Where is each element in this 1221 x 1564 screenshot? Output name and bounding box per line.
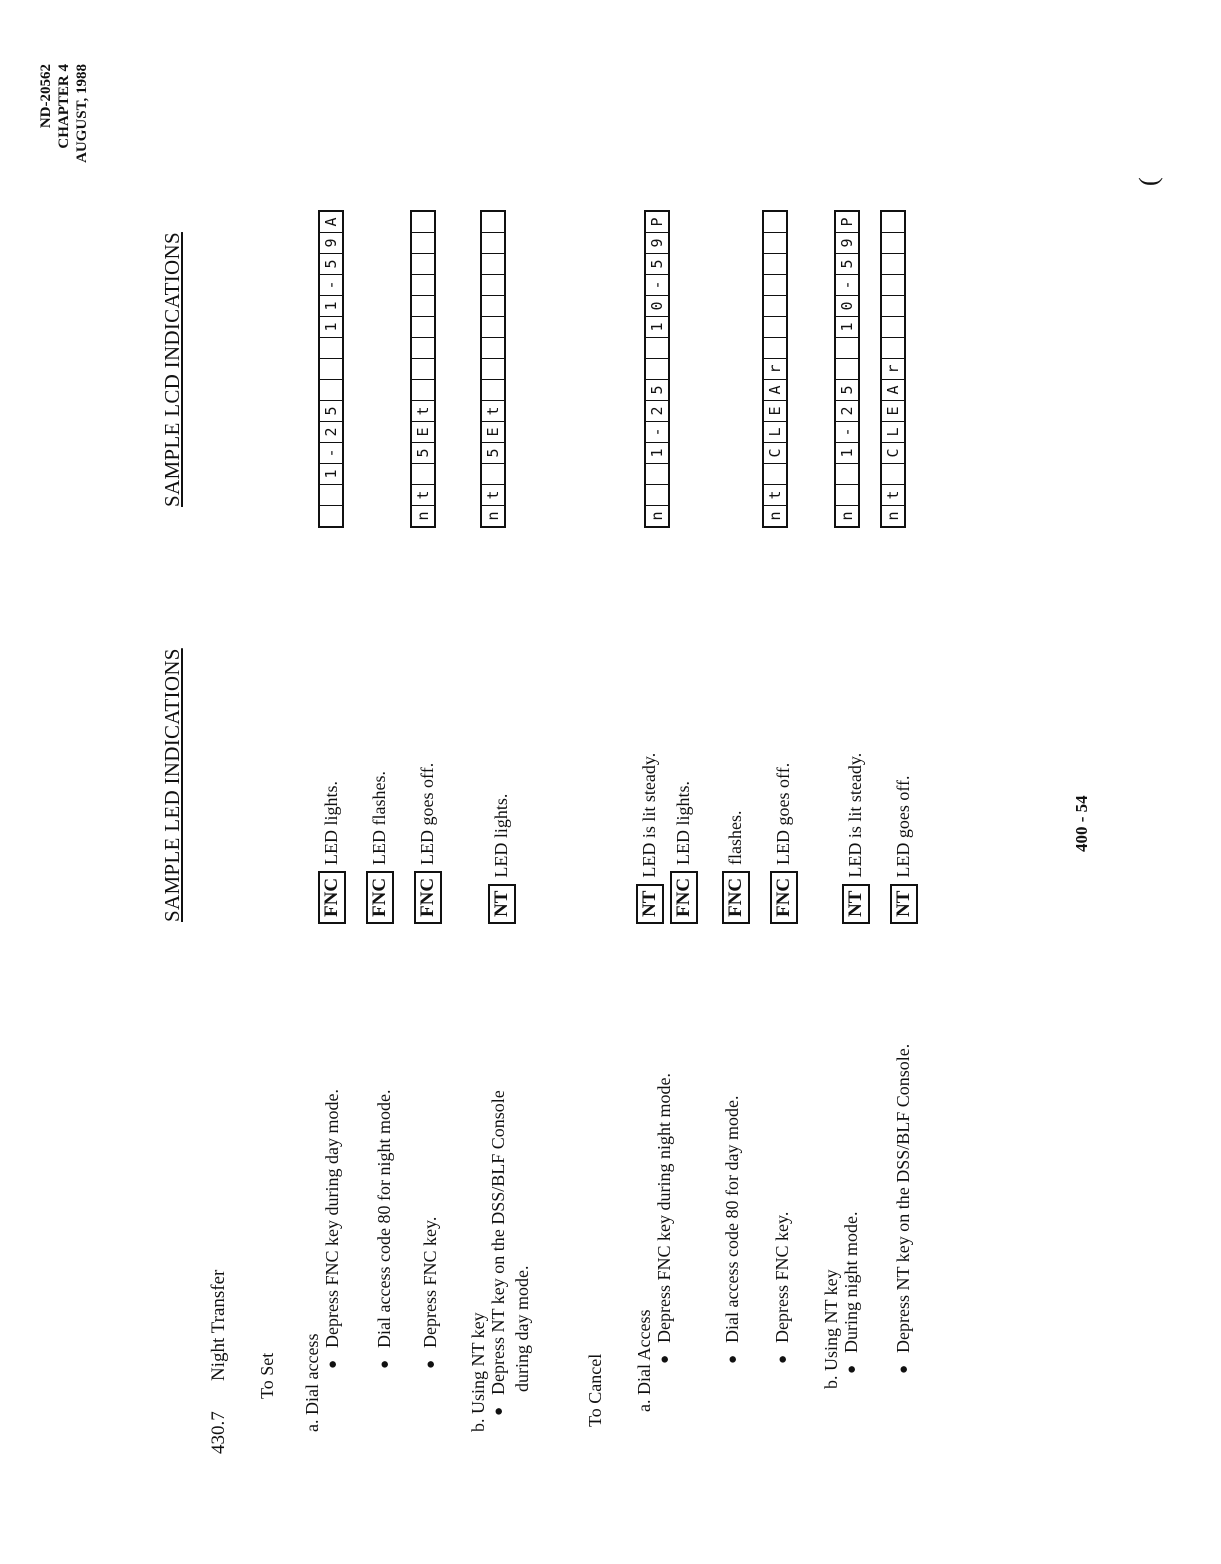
lcd-cell: E bbox=[412, 422, 434, 443]
lcd-cell: - bbox=[646, 422, 668, 443]
lcd-cell: 1 bbox=[836, 443, 858, 464]
lcd-cell bbox=[764, 275, 786, 296]
to-set-a-label: a. Dial access bbox=[302, 1333, 322, 1432]
lcd-cell: 1 bbox=[320, 464, 342, 485]
lcd-cell bbox=[482, 464, 504, 485]
lcd-cell: 9 bbox=[646, 233, 668, 254]
to-set-b-step1: ● Depress NT key on the DSS/BLF Console bbox=[488, 1090, 509, 1416]
lcd-cell bbox=[482, 233, 504, 254]
led-cancel-b1-text: LED is lit steady. bbox=[845, 752, 865, 878]
lcd-cell bbox=[646, 359, 668, 380]
fnc-key: FNC bbox=[366, 871, 394, 924]
lcd-cell bbox=[882, 338, 904, 359]
lcd-cell: t bbox=[412, 401, 434, 422]
lcd-cell bbox=[836, 338, 858, 359]
lcd-cell: n bbox=[484, 511, 502, 521]
lcd-cell bbox=[482, 296, 504, 317]
lcd-display-row bbox=[834, 210, 860, 528]
fnc-key: FNC bbox=[318, 871, 346, 924]
lcd-cell: n bbox=[884, 511, 902, 521]
lcd-cell bbox=[836, 464, 858, 485]
led-cancel-b2 bbox=[890, 775, 918, 924]
lcd-cell: - bbox=[646, 275, 668, 296]
nt-key: NT bbox=[636, 884, 664, 924]
led-cancel-b2-text: LED goes off. bbox=[893, 775, 913, 878]
nt-key: NT bbox=[488, 884, 516, 924]
lcd-cell bbox=[412, 296, 434, 317]
led-set-3 bbox=[414, 763, 442, 924]
lcd-cell: t bbox=[412, 485, 434, 506]
lcd-cell: 1 bbox=[320, 296, 342, 317]
lcd-cell: A bbox=[882, 380, 904, 401]
to-set-b-step1-cont: during day mode. bbox=[512, 1265, 532, 1392]
lcd-cell: t bbox=[764, 485, 786, 506]
led-cancel-1b bbox=[670, 781, 698, 924]
to-set-b-label: b. Using NT key bbox=[468, 1312, 488, 1432]
section-title: Night Transfer bbox=[208, 1269, 229, 1381]
lcd-cell: 1 bbox=[836, 317, 858, 338]
lcd-cell bbox=[764, 317, 786, 338]
header-date: AUGUST, 1988 bbox=[74, 64, 90, 163]
lcd-cell: C bbox=[764, 443, 786, 464]
led-set-3-text: LED goes off. bbox=[417, 762, 437, 865]
lcd-cell bbox=[764, 212, 786, 233]
lcd-display-row bbox=[318, 210, 344, 528]
led-cancel-1b-text: LED lights. bbox=[673, 780, 693, 865]
fnc-key: FNC bbox=[414, 871, 442, 924]
led-cancel-1a bbox=[636, 753, 664, 924]
lcd-cell bbox=[320, 338, 342, 359]
led-cancel-1a-text: LED is lit steady. bbox=[639, 752, 659, 878]
lcd-column-title: SAMPLE LCD INDICATIONS bbox=[160, 232, 184, 507]
lcd-cell bbox=[882, 296, 904, 317]
lcd-display-row bbox=[480, 210, 506, 528]
lcd-display-row bbox=[880, 210, 906, 528]
lcd-cell bbox=[412, 275, 434, 296]
lcd-cell: 5 bbox=[320, 254, 342, 275]
led-cancel-2 bbox=[722, 810, 750, 924]
section-number: 430.7 bbox=[208, 1411, 229, 1454]
lcd-cell bbox=[412, 338, 434, 359]
to-cancel-a-step2: ● Dial access code 80 for day mode. bbox=[722, 1096, 743, 1364]
page-number: 400 - 54 bbox=[1072, 795, 1091, 852]
lcd-cell: 1 bbox=[646, 443, 668, 464]
lcd-cell: t bbox=[482, 401, 504, 422]
lcd-cell: 9 bbox=[836, 233, 858, 254]
lcd-cell bbox=[412, 233, 434, 254]
lcd-cell: t bbox=[482, 485, 504, 506]
led-set-1-text: LED lights. bbox=[321, 780, 341, 865]
lcd-cell: 5 bbox=[646, 254, 668, 275]
lcd-cell bbox=[882, 212, 904, 233]
lcd-cell bbox=[482, 212, 504, 233]
lcd-cell bbox=[482, 317, 504, 338]
lcd-cell: - bbox=[836, 422, 858, 443]
lcd-cell: A bbox=[764, 380, 786, 401]
fnc-key: FNC bbox=[770, 871, 798, 924]
lcd-cell: 9 bbox=[320, 233, 342, 254]
lcd-cell: - bbox=[836, 275, 858, 296]
lcd-cell bbox=[412, 359, 434, 380]
lcd-cell bbox=[482, 359, 504, 380]
lcd-cell bbox=[412, 254, 434, 275]
lcd-cell bbox=[320, 506, 342, 526]
stray-paren-mark: ( bbox=[1134, 177, 1163, 186]
led-cancel-b1 bbox=[842, 753, 870, 924]
nt-key: NT bbox=[890, 884, 918, 924]
led-set-b bbox=[488, 794, 516, 924]
lcd-cell bbox=[320, 359, 342, 380]
lcd-cell bbox=[882, 464, 904, 485]
lcd-cell: E bbox=[882, 401, 904, 422]
lcd-cell: E bbox=[764, 401, 786, 422]
lcd-cell bbox=[646, 485, 668, 506]
lcd-cell bbox=[646, 338, 668, 359]
led-column-title: SAMPLE LED INDICATIONS bbox=[160, 648, 184, 922]
lcd-cell: n bbox=[766, 511, 784, 521]
lcd-cell bbox=[482, 254, 504, 275]
lcd-cell bbox=[412, 317, 434, 338]
lcd-cell bbox=[836, 485, 858, 506]
lcd-cell bbox=[764, 254, 786, 275]
lcd-cell: r bbox=[882, 359, 904, 380]
lcd-cell: 2 bbox=[836, 401, 858, 422]
lcd-cell bbox=[764, 338, 786, 359]
lcd-cell bbox=[836, 359, 858, 380]
lcd-cell bbox=[646, 464, 668, 485]
lcd-cell bbox=[482, 338, 504, 359]
to-cancel-b-step1: ● During night mode. bbox=[841, 1211, 862, 1374]
to-set-a-step1: ● Depress FNC key during day mode. bbox=[322, 1089, 343, 1369]
lcd-cell bbox=[882, 275, 904, 296]
lcd-cell: L bbox=[764, 422, 786, 443]
to-cancel-a-step1: ● Depress FNC key during night mode. bbox=[654, 1073, 675, 1364]
nt-key: NT bbox=[842, 884, 870, 924]
led-cancel-2-text: flashes. bbox=[725, 810, 745, 865]
lcd-cell: 1 bbox=[646, 317, 668, 338]
lcd-cell: n bbox=[414, 511, 432, 521]
lcd-cell bbox=[882, 317, 904, 338]
led-set-2-text: LED flashes. bbox=[369, 770, 389, 865]
to-cancel-a-step3: ● Depress FNC key. bbox=[772, 1212, 793, 1364]
lcd-cell: - bbox=[320, 275, 342, 296]
led-set-1 bbox=[318, 781, 346, 924]
lcd-cell: 5 bbox=[482, 443, 504, 464]
header-doc-number: ND-20562 bbox=[38, 64, 54, 129]
lcd-cell: t bbox=[882, 485, 904, 506]
lcd-display-row bbox=[410, 210, 436, 528]
lcd-cell: 5 bbox=[646, 380, 668, 401]
lcd-cell bbox=[882, 233, 904, 254]
lcd-cell: 5 bbox=[836, 254, 858, 275]
lcd-cell: 2 bbox=[646, 401, 668, 422]
to-cancel-label: To Cancel bbox=[585, 1353, 605, 1427]
lcd-cell: 5 bbox=[836, 380, 858, 401]
to-cancel-b-label: b. Using NT key bbox=[821, 1269, 841, 1389]
lcd-display-row bbox=[644, 210, 670, 528]
lcd-cell: L bbox=[882, 422, 904, 443]
lcd-cell: 5 bbox=[412, 443, 434, 464]
lcd-cell bbox=[320, 485, 342, 506]
lcd-cell: C bbox=[882, 443, 904, 464]
lcd-cell bbox=[482, 380, 504, 401]
lcd-cell: P bbox=[646, 212, 668, 233]
lcd-cell bbox=[320, 380, 342, 401]
lcd-cell bbox=[412, 212, 434, 233]
lcd-cell: E bbox=[482, 422, 504, 443]
lcd-cell bbox=[764, 296, 786, 317]
lcd-cell: 1 bbox=[320, 317, 342, 338]
lcd-cell: 0 bbox=[646, 296, 668, 317]
led-set-2 bbox=[366, 771, 394, 924]
to-set-a-step3: ● Depress FNC key. bbox=[420, 1217, 441, 1369]
led-cancel-3-text: LED goes off. bbox=[773, 762, 793, 865]
lcd-cell: 5 bbox=[320, 401, 342, 422]
lcd-cell: n bbox=[838, 511, 856, 521]
to-cancel-b-step2: ● Depress NT key on the DSS/BLF Console. bbox=[893, 1044, 914, 1374]
led-cancel-3 bbox=[770, 763, 798, 924]
lcd-cell bbox=[412, 380, 434, 401]
lcd-cell: - bbox=[320, 443, 342, 464]
lcd-cell bbox=[764, 233, 786, 254]
lcd-cell: r bbox=[764, 359, 786, 380]
lcd-cell bbox=[412, 464, 434, 485]
fnc-key: FNC bbox=[670, 871, 698, 924]
lcd-cell: A bbox=[320, 212, 342, 233]
fnc-key: FNC bbox=[722, 871, 750, 924]
lcd-cell bbox=[882, 254, 904, 275]
lcd-cell bbox=[764, 464, 786, 485]
lcd-cell: 0 bbox=[836, 296, 858, 317]
lcd-cell: 2 bbox=[320, 422, 342, 443]
lcd-cell: P bbox=[836, 212, 858, 233]
to-set-a-step2: ● Dial access code 80 for night mode. bbox=[374, 1090, 395, 1369]
header-chapter: CHAPTER 4 bbox=[56, 64, 72, 149]
lcd-cell: n bbox=[648, 511, 666, 521]
led-set-b-text: LED lights. bbox=[491, 793, 511, 878]
lcd-cell bbox=[482, 275, 504, 296]
to-set-label: To Set bbox=[257, 1352, 277, 1399]
to-cancel-a-label: a. Dial Access bbox=[634, 1309, 654, 1412]
lcd-display-row bbox=[762, 210, 788, 528]
